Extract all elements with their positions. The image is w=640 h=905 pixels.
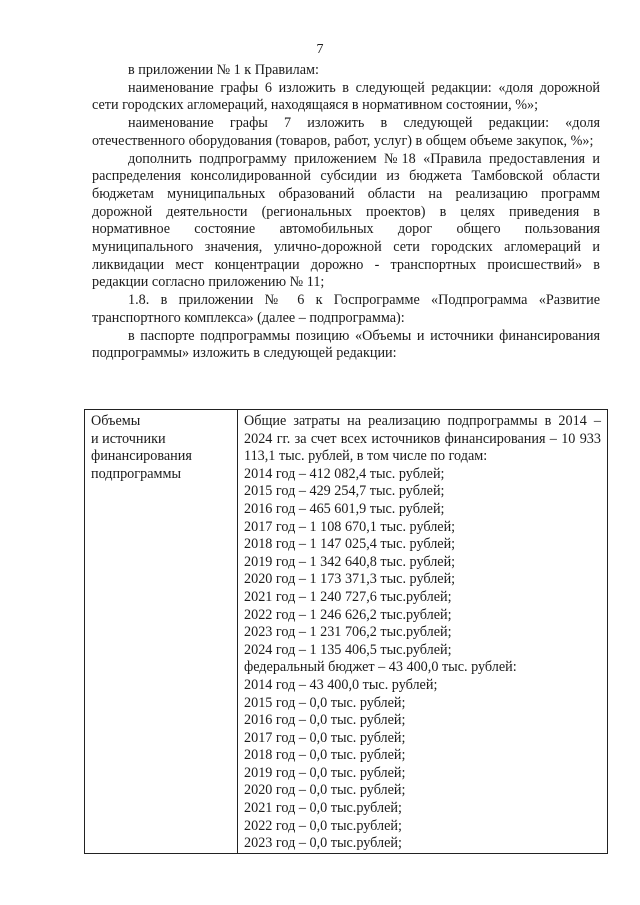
year-line: 2023 год – 1 231 706,2 тыс.рублей; bbox=[244, 624, 452, 641]
label-line: Объемы bbox=[91, 413, 141, 429]
paragraph: в приложении № 1 к Правилам: bbox=[128, 62, 319, 78]
year-line: 2019 год – 1 342 640,8 тыс. рублей; bbox=[244, 553, 456, 570]
year-line: 2018 год – 1 147 025,4 тыс. рублей; bbox=[244, 536, 456, 553]
year-line: 2021 год – 1 240 727,6 тыс.рублей; bbox=[244, 588, 452, 605]
label-line: и источники bbox=[91, 430, 166, 447]
table-row bbox=[85, 410, 608, 854]
page-number: 7 bbox=[316, 42, 324, 57]
federal-year-line: 2022 год – 0,0 тыс.рублей; bbox=[244, 817, 402, 834]
position-label-cell bbox=[85, 410, 238, 854]
label-line: финансирования bbox=[91, 448, 192, 465]
paragraph: наименование графы 6 изложить в следующей редакции: «доля дорожной сети городских агломераций, находящаяся в нормативном состоянии, %»; bbox=[92, 79, 600, 114]
position-value-cell bbox=[238, 410, 608, 854]
federal-year-line: 2014 год – 43 400,0 тыс. рублей; bbox=[244, 676, 438, 693]
federal-year-line: 2019 год – 0,0 тыс. рублей; bbox=[244, 764, 406, 781]
year-line: 2022 год – 1 246 626,2 тыс.рублей; bbox=[244, 606, 452, 623]
year-line: 2016 год – 465 601,9 тыс. рублей; bbox=[244, 500, 445, 517]
federal-year-line: 2015 год – 0,0 тыс. рублей; bbox=[244, 694, 406, 711]
document-body bbox=[92, 62, 600, 363]
year-line: 2024 год – 1 135 406,5 тыс.рублей; bbox=[244, 641, 452, 658]
federal-year-line: 2017 год – 0,0 тыс. рублей; bbox=[244, 729, 406, 746]
federal-year-line: 2021 год – 0,0 тыс.рублей; bbox=[244, 800, 402, 817]
year-line: 2020 год – 1 173 371,3 тыс. рублей; bbox=[244, 571, 456, 588]
federal-year-line: 2016 год – 0,0 тыс. рублей; bbox=[244, 712, 406, 729]
year-line: 2015 год – 429 254,7 тыс. рублей; bbox=[244, 483, 445, 500]
federal-year-line: 2020 год – 0,0 тыс. рублей; bbox=[244, 782, 406, 799]
paragraph: в паспорте подпрограммы позицию «Объемы и источники финансирования подпрограммы» изложить в следующей редакции: bbox=[92, 327, 600, 362]
federal-budget-header: федеральный бюджет – 43 400,0 тыс. рублей: bbox=[244, 659, 517, 676]
label-line: подпрограммы bbox=[91, 465, 181, 482]
year-line: 2017 год – 1 108 670,1 тыс. рублей; bbox=[244, 518, 456, 535]
federal-year-line: 2018 год – 0,0 тыс. рублей; bbox=[244, 747, 406, 764]
total-intro: Общие затраты на реализацию подпрограммы в 2014 – 2024 гг. за счет всех источников финансирования – 10 933 113,1 тыс. рублей, в том числе по годам: bbox=[244, 413, 601, 465]
paragraph: 1.8. в приложении № 6 к Госпрограмме «Подпрограмма «Развитие транспортного комплекса» (далее – подпрограмма): bbox=[92, 292, 600, 326]
federal-year-line: 2023 год – 0,0 тыс.рублей; bbox=[244, 835, 402, 852]
paragraph: дополнить подпрограмму приложением №18 «Правила предоставления и распределения консолидированной субсидии из бюджета Тамбовской области бюджетам муниципальных образований области на реализацию программ дорожной деятельности (региональных проектов) в целях приведения в нормативное состояние автомобильных дорог общего пользования муниципального значения, улично-дорожной сети городских агломераций и ликвидации мест концентрации дорожно - транспортных происшествий» в редакции согласно приложению № 11; bbox=[92, 150, 600, 291]
year-line: 2014 год – 412 082,4 тыс. рублей; bbox=[244, 465, 445, 482]
financing-table bbox=[84, 409, 608, 854]
paragraph: наименование графы 7 изложить в следующей редакции: «доля отечественного оборудования (товаров, работ, услуг) в общем объеме закупок, %»; bbox=[92, 115, 600, 149]
